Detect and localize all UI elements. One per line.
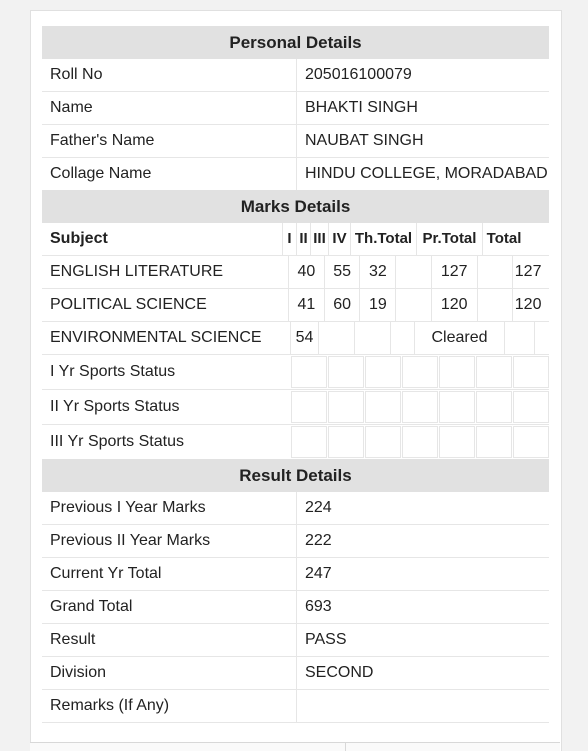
paper-iii-mark: 19 <box>359 289 395 321</box>
paper-ii-mark <box>318 322 354 354</box>
sports-status-label: I Yr Sports Status <box>50 363 176 380</box>
result-details-header: Result Details <box>42 459 549 492</box>
paper-iv-column-header: IV <box>328 223 350 255</box>
college-name-value: HINDU COLLEGE, MORADABAD <box>305 165 548 182</box>
result-row <box>42 657 549 690</box>
result-label: Grand Total <box>42 591 297 623</box>
result-value: SECOND <box>305 664 374 681</box>
result-row <box>42 624 549 657</box>
result-value: 247 <box>305 565 332 582</box>
subject-total: 120 <box>512 289 549 321</box>
college-name-label: Collage Name <box>42 158 297 190</box>
paper-iii-mark: 32 <box>359 256 395 288</box>
paper-iv-mark <box>395 289 431 321</box>
result-row <box>42 690 549 723</box>
roll-no-value: 205016100079 <box>305 66 412 83</box>
total-column-header: Total <box>482 223 525 255</box>
subject-total: 127 <box>512 256 549 288</box>
name-label: Name <box>42 92 297 124</box>
marks-row <box>42 289 549 322</box>
marksheet <box>42 26 549 723</box>
personal-row-father-name <box>42 125 549 158</box>
roll-no-label: Roll No <box>42 59 297 91</box>
sports-status-cells <box>290 390 549 424</box>
result-label: Previous II Year Marks <box>42 525 297 557</box>
paper-i-mark: 54 <box>290 322 318 354</box>
sports-status-row <box>42 390 549 425</box>
marks-row <box>42 256 549 289</box>
subject-name: ENVIRONMENTAL SCIENCE <box>50 329 262 346</box>
theory-total: 127 <box>431 256 477 288</box>
subject-name: ENGLISH LITERATURE <box>50 263 224 280</box>
practical-total-column-header: Pr.Total <box>416 223 482 255</box>
result-value <box>297 690 549 722</box>
result-row <box>42 558 549 591</box>
result-row <box>42 525 549 558</box>
result-label: Division <box>42 657 297 689</box>
paper-iv-mark <box>395 256 431 288</box>
result-value: PASS <box>305 631 347 648</box>
paper-i-column-header: I <box>282 223 296 255</box>
practical-total <box>477 256 513 288</box>
father-name-label: Father's Name <box>42 125 297 157</box>
sports-status-row <box>42 425 549 459</box>
subject-total <box>534 322 549 354</box>
practical-total <box>504 322 534 354</box>
personal-row-college-name <box>42 158 549 190</box>
paper-i-mark: 41 <box>288 289 324 321</box>
name-value: BHAKTI SINGH <box>305 99 418 116</box>
result-row <box>42 492 549 525</box>
personal-details-header: Personal Details <box>42 26 549 59</box>
personal-row-name <box>42 92 549 125</box>
personal-row-roll-no <box>42 59 549 92</box>
result-label: Result <box>42 624 297 656</box>
paper-ii-mark: 55 <box>324 256 360 288</box>
subject-name: POLITICAL SCIENCE <box>50 296 207 313</box>
theory-total: 120 <box>431 289 477 321</box>
sports-status-cells <box>290 355 549 389</box>
theory-total-column-header: Th.Total <box>350 223 416 255</box>
sports-status-label: II Yr Sports Status <box>50 398 180 415</box>
marks-table-header <box>42 223 549 256</box>
marks-details-header: Marks Details <box>42 190 549 223</box>
result-row <box>42 591 549 624</box>
theory-total: Cleared <box>414 322 504 354</box>
sports-status-label: III Yr Sports Status <box>50 433 184 450</box>
paper-iii-column-header: III <box>310 223 328 255</box>
practical-total <box>477 289 513 321</box>
result-value: 224 <box>305 499 332 516</box>
result-label: Remarks (If Any) <box>42 690 297 722</box>
result-value: 693 <box>305 598 332 615</box>
result-value: 222 <box>305 532 332 549</box>
sports-status-cells <box>290 425 549 459</box>
paper-ii-mark: 60 <box>324 289 360 321</box>
father-name-value: NAUBAT SINGH <box>305 132 424 149</box>
paper-iv-mark <box>390 322 414 354</box>
result-label: Current Yr Total <box>42 558 297 590</box>
paper-i-mark: 40 <box>288 256 324 288</box>
result-label: Previous I Year Marks <box>42 492 297 524</box>
subject-column-header: Subject <box>50 230 108 247</box>
paper-ii-column-header: II <box>296 223 310 255</box>
sports-status-row <box>42 355 549 390</box>
marks-row <box>42 322 549 355</box>
paper-iii-mark <box>354 322 390 354</box>
